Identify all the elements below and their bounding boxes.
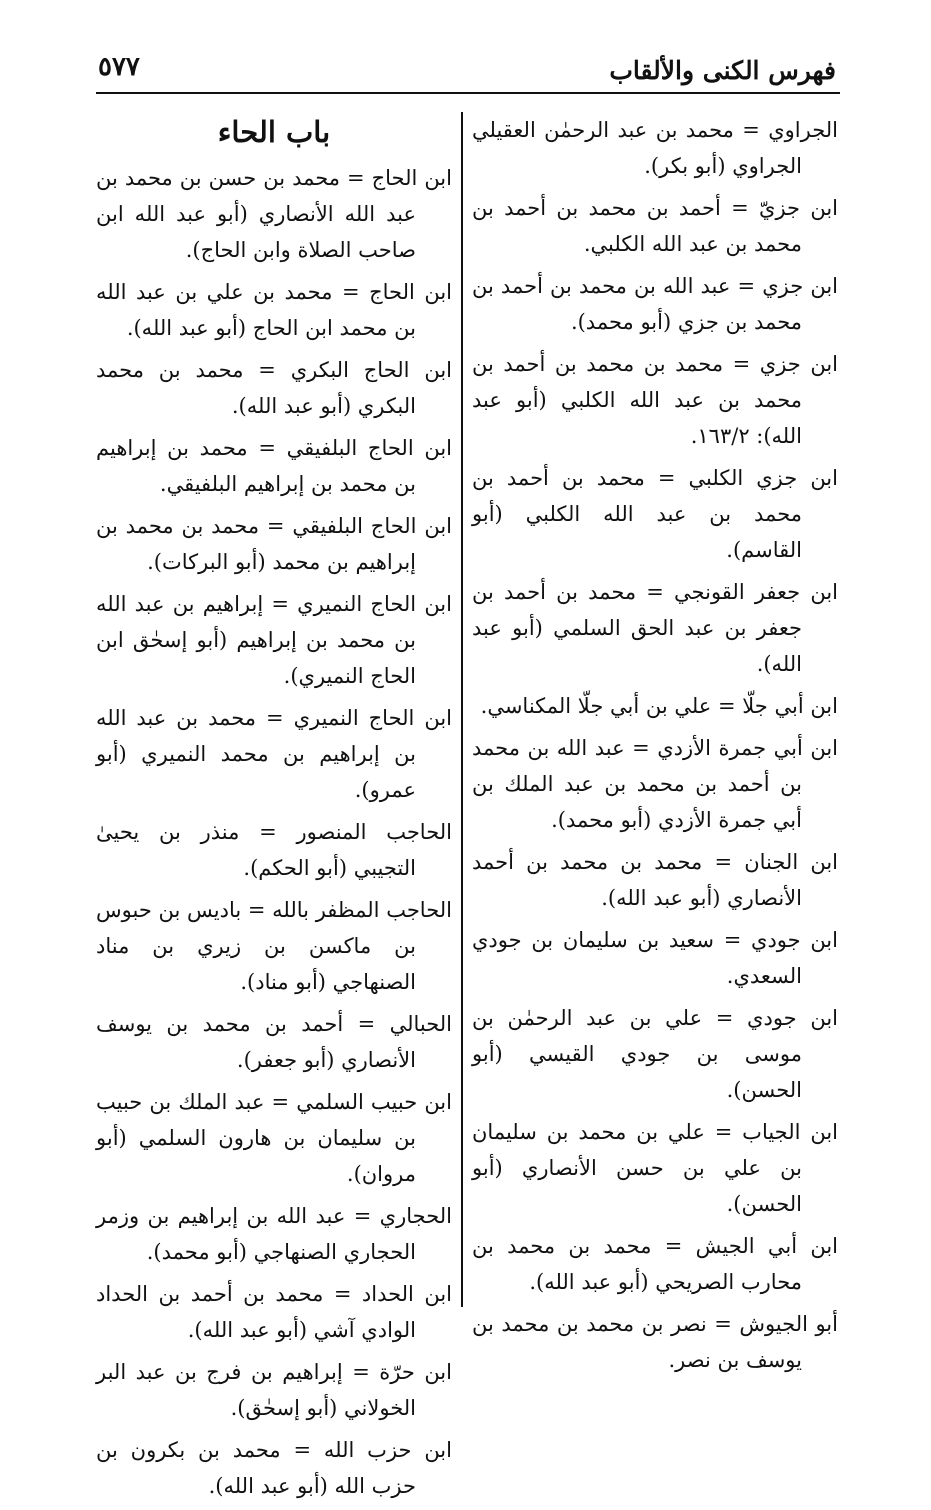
index-entry: الحاجب المظفر بالله = باديس بن حبوس بن ماكسن بن زيري بن مناد الصنهاجي (أبو مناد).	[96, 898, 452, 994]
index-entry: ابن جودي = سعيد بن سليمان بن جودي السعدي.	[472, 928, 838, 988]
index-entry: ابن حرّة = إبراهيم بن فرج بن عبد البر الخولاني (أبو إسحٰق).	[96, 1360, 452, 1420]
running-title: فهرس الكنى والألقاب	[609, 56, 836, 85]
index-entry: ابن أبي جلّا = علي بن أبي جلّا المكناسي.	[480, 694, 838, 718]
index-entry: الجراوي = محمد بن عبد الرحمٰن العقيلي الجراوي (أبو بكر).	[472, 118, 838, 178]
index-entry: ابن الجنان = محمد بن محمد بن أحمد الأنصاري (أبو عبد الله).	[472, 850, 838, 910]
page-number: ٥٧٧	[98, 52, 140, 82]
index-entry: الحجاري = عبد الله بن إبراهيم بن وزمر الحجاري الصنهاجي (أبو محمد).	[96, 1204, 452, 1264]
index-entry: ابن الحاج البلفيقي = محمد بن إبراهيم بن محمد بن إبراهيم البلفيقي.	[96, 436, 452, 496]
index-entry: ابن الحاج النميري = إبراهيم بن عبد الله بن محمد بن إبراهيم (أبو إسحٰق ابن الحاج النميري).	[96, 592, 452, 688]
index-entry: الحبالي = أحمد بن محمد بن يوسف الأنصاري (أبو جعفر).	[96, 1012, 452, 1072]
index-entry: أبو الجيوش = نصر بن محمد بن محمد بن يوسف بن نصر.	[472, 1312, 838, 1372]
right-column	[472, 112, 838, 1384]
header-rule	[96, 92, 840, 94]
index-entry: ابن الحاج البلفيقي = محمد بن محمد بن إبراهيم بن محمد (أبو البركات).	[96, 514, 452, 574]
index-entry: الحاجب المنصور = منذر بن يحيىٰ التجيبي (أبو الحكم).	[96, 820, 452, 880]
index-entry: ابن الحاج البكري = محمد بن محمد البكري (أبو عبد الله).	[96, 358, 452, 418]
index-entry: ابن جودي = علي بن عبد الرحمٰن بن موسى بن جودي القيسي (أبو الحسن).	[472, 1006, 838, 1102]
index-entry: ابن الحاج = محمد بن حسن بن محمد بن عبد الله الأنصاري (أبو عبد الله ابن صاحب الصلاة وابن الحاج).	[96, 166, 452, 262]
index-entry: ابن الجياب = علي بن محمد بن سليمان بن علي بن حسن الأنصاري (أبو الحسن).	[472, 1120, 838, 1216]
index-entry: ابن جزيّ = أحمد بن محمد بن أحمد بن محمد بن عبد الله الكلبي.	[472, 196, 838, 256]
index-entry: ابن حزب الله = محمد بن بكرون بن حزب الله (أبو عبد الله).	[96, 1438, 452, 1498]
index-entry: ابن حبيب السلمي = عبد الملك بن حبيب بن سليمان بن هارون السلمي (أبو مروان).	[96, 1090, 452, 1186]
index-entry: ابن جزي = محمد بن محمد بن أحمد بن محمد بن عبد الله الكلبي (أبو عبد الله): ١٦٣/٢.	[472, 352, 838, 448]
column-divider	[461, 112, 463, 1307]
index-entry: ابن جزي الكلبي = محمد بن أحمد بن محمد بن عبد الله الكلبي (أبو القاسم).	[472, 466, 838, 562]
index-entry: ابن أبي الجيش = محمد بن محمد بن محارب الصريحي (أبو عبد الله).	[472, 1234, 838, 1294]
index-entry: ابن جزي = عبد الله بن محمد بن أحمد بن محمد بن جزي (أبو محمد).	[472, 274, 838, 334]
index-entry: ابن أبي جمرة الأزدي = عبد الله بن محمد بن أحمد بن محمد بن عبد الملك بن أبي جمرة الأزدي (أبو محمد).	[472, 736, 838, 832]
section-heading: باب الحاء	[217, 115, 331, 149]
index-entry: ابن الحداد = محمد بن أحمد بن الحداد الوادي آشي (أبو عبد الله).	[96, 1282, 452, 1342]
left-column	[96, 112, 452, 1510]
index-entry: ابن الحاج النميري = محمد بن عبد الله بن إبراهيم بن محمد النميري (أبو عمرو).	[96, 706, 452, 802]
index-entry: ابن الحاج = محمد بن علي بن عبد الله بن محمد ابن الحاج (أبو عبد الله).	[96, 280, 452, 340]
page-header	[98, 48, 836, 90]
index-entry: ابن جعفر القونجي = محمد بن أحمد بن جعفر بن عبد الحق السلمي (أبو عبد الله).	[472, 580, 838, 676]
